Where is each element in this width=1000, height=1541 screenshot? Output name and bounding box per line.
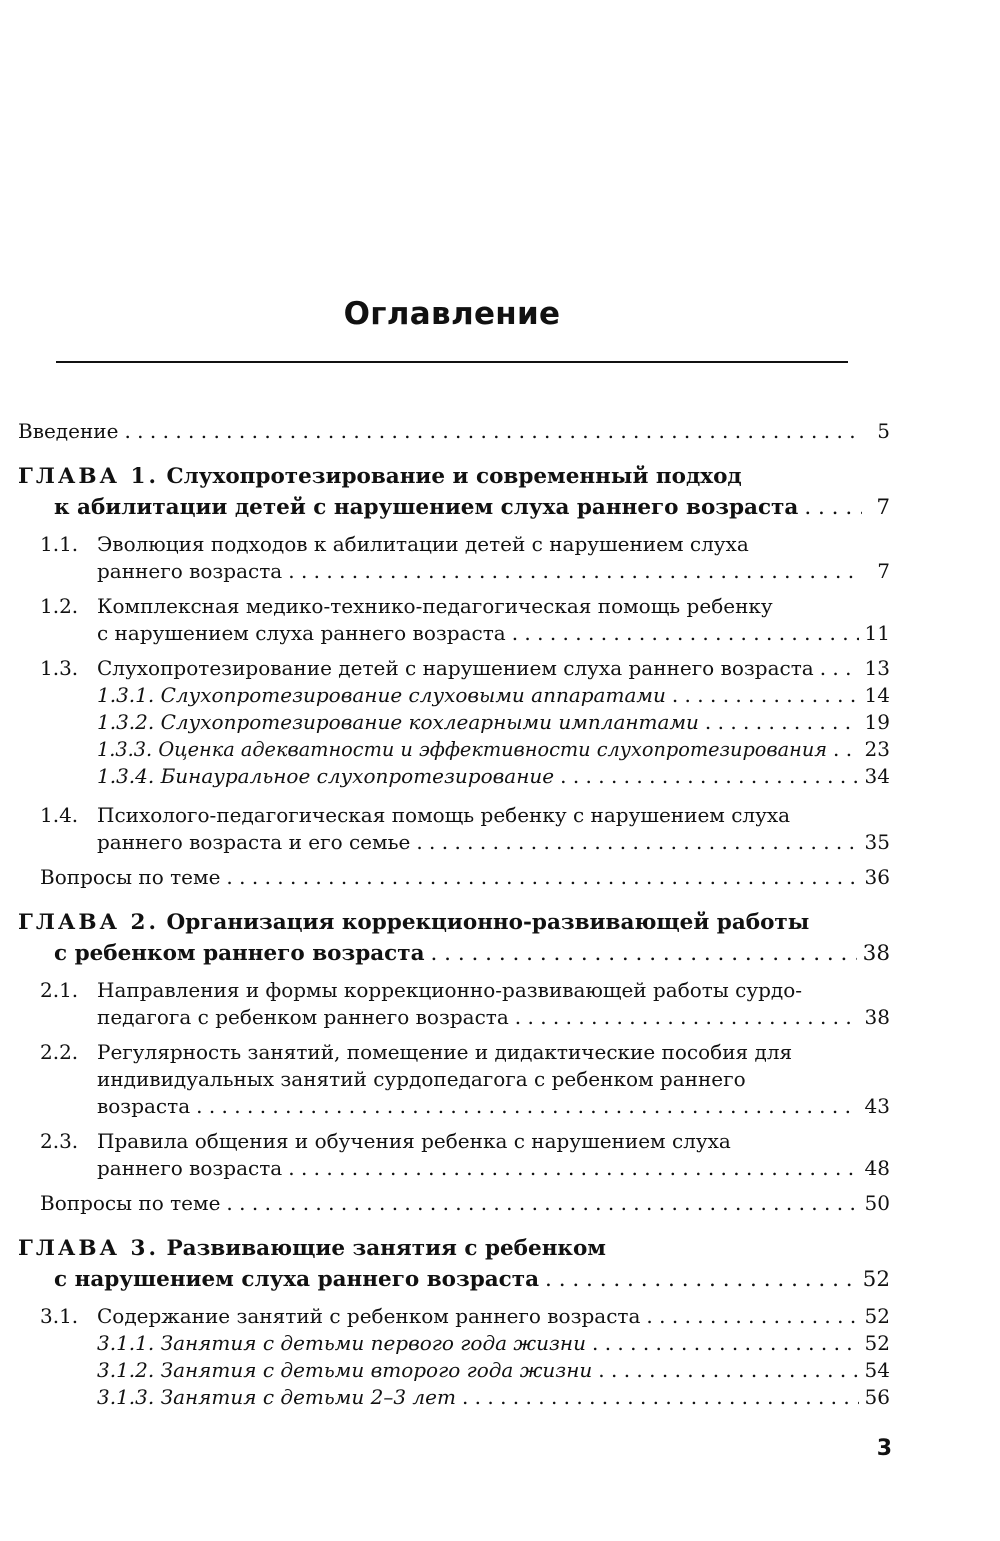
section-title-line1: Комплексная медико-технико-педагогическая помощь ребенку — [97, 594, 773, 618]
page-number: 5 — [877, 419, 890, 443]
toc-subsection-1-3-4[interactable] — [18, 763, 890, 790]
leader-dots — [804, 492, 862, 523]
page-number: 56 — [864, 1385, 890, 1409]
section-number: 2.2. — [40, 1040, 79, 1064]
page-number: 38 — [864, 1005, 890, 1029]
section-title-line1: Психолого-педагогическая помощь ребенку с нарушением слуха — [97, 803, 791, 827]
section-title-line1: Эволюция подходов к абилитации детей с нарушением слуха — [97, 532, 749, 556]
page-number: 11 — [864, 621, 890, 645]
section-title-line2: педагога с ребенком раннего возраста — [97, 1005, 509, 1029]
toc-section-1-4[interactable] — [18, 802, 890, 856]
page-number: 19 — [864, 710, 890, 734]
entry-title: Введение — [18, 419, 119, 443]
page-number: 34 — [864, 764, 890, 788]
toc-subsection-3-1-2[interactable] — [18, 1357, 890, 1384]
section-title-line2: раннего возраста — [97, 559, 283, 583]
page-folio: 3 — [876, 1436, 892, 1461]
entry-title: Вопросы по теме — [40, 865, 221, 889]
toc-subsection-1-3-3[interactable] — [18, 736, 890, 763]
leader-dots — [124, 418, 862, 445]
leader-dots — [545, 1264, 857, 1295]
section-title-line2: индивидуальных занятий сурдопедагога с ребенком раннего — [97, 1067, 746, 1091]
toc-section-1-1[interactable] — [18, 531, 890, 585]
section-number: 3.1. — [40, 1304, 79, 1328]
chapter-label: ГЛАВА 1. — [18, 464, 159, 489]
leader-dots — [515, 1004, 859, 1031]
section-title-line2: раннего возраста и его семье — [97, 830, 411, 854]
subsection-title: 3.1.1. Занятия с детьми первого года жизни — [97, 1331, 586, 1355]
chapter-title-line1: Организация коррекционно-развивающей работы — [166, 910, 810, 935]
leader-dots — [431, 938, 857, 969]
toc-questions-ch1[interactable] — [18, 864, 890, 891]
section-number: 1.3. — [40, 656, 79, 680]
toc-questions-ch2[interactable] — [18, 1190, 890, 1217]
section-title: Слухопротезирование детей с нарушением слуха раннего возраста — [97, 656, 814, 680]
page-number: 23 — [864, 737, 890, 761]
leader-dots — [512, 620, 859, 647]
toc-section-1-3[interactable] — [18, 655, 890, 682]
toc-chapter-3[interactable] — [18, 1233, 890, 1295]
page-number: 52 — [862, 1267, 890, 1292]
section-number: 2.3. — [40, 1129, 79, 1153]
toc-section-2-3[interactable] — [18, 1128, 890, 1182]
chapter-title-line2: с нарушением слуха раннего возраста — [54, 1267, 540, 1292]
table-of-contents — [18, 418, 890, 1411]
toc-section-1-2[interactable] — [18, 593, 890, 647]
subsection-title: 1.3.4. Бинауральное слухопротезирование — [97, 764, 555, 788]
toc-section-3-1[interactable] — [18, 1303, 890, 1330]
section-title-line2: раннего возраста — [97, 1156, 283, 1180]
leader-dots — [226, 864, 858, 891]
chapter-title-line1: Развивающие занятия с ребенком — [166, 1236, 606, 1261]
page-number: 14 — [864, 683, 890, 707]
page-number: 48 — [864, 1156, 890, 1180]
leader-dots — [226, 1190, 858, 1217]
section-title-line3: возраста — [97, 1094, 191, 1118]
toc-subsection-1-3-2[interactable] — [18, 709, 890, 736]
chapter-label: ГЛАВА 3. — [18, 1236, 159, 1261]
leader-dots — [820, 655, 859, 682]
page-number: 52 — [864, 1304, 890, 1328]
page-number: 52 — [864, 1331, 890, 1355]
section-title-line2: с нарушением слуха раннего возраста — [97, 621, 506, 645]
title-rule — [56, 361, 848, 363]
section-title-line1: Направления и формы коррекционно-развивающей работы сурдо- — [97, 978, 803, 1002]
leader-dots — [288, 558, 862, 585]
page-number: 36 — [864, 865, 890, 889]
toc-section-2-1[interactable] — [18, 977, 890, 1031]
leader-dots — [598, 1357, 858, 1384]
subsection-title: 1.3.3. Оценка адекватности и эффективности слухопротезирования — [97, 738, 828, 761]
section-title: Содержание занятий с ребенком раннего возраста — [97, 1304, 641, 1328]
leader-dots — [646, 1303, 858, 1330]
toc-subsection-3-1-1[interactable] — [18, 1330, 890, 1357]
leader-dots — [672, 682, 859, 709]
page-number: 7 — [877, 559, 890, 583]
leader-dots — [416, 829, 858, 856]
entry-title: Вопросы по теме — [40, 1191, 221, 1215]
toc-subsection-3-1-3[interactable] — [18, 1384, 890, 1411]
toc-entry-intro[interactable] — [18, 418, 890, 445]
toc-chapter-1[interactable] — [18, 461, 890, 523]
toc-chapter-2[interactable] — [18, 907, 890, 969]
leader-dots — [462, 1384, 859, 1411]
subsection-title: 1.3.1. Слухопротезирование слуховыми аппаратами — [97, 683, 666, 707]
page-number: 7 — [876, 495, 890, 520]
leader-dots — [705, 709, 859, 736]
leader-dots — [560, 763, 858, 790]
leader-dots — [592, 1330, 859, 1357]
section-title-line1: Правила общения и обучения ребенка с нарушением слуха — [97, 1129, 731, 1153]
subsection-title: 1.3.2. Слухопротезирование кохлеарными имплантами — [97, 710, 699, 734]
section-number: 2.1. — [40, 978, 79, 1002]
leader-dots — [288, 1155, 858, 1182]
section-number: 1.1. — [40, 532, 79, 556]
section-number: 1.4. — [40, 803, 79, 827]
page-number: 35 — [864, 830, 890, 854]
section-number: 1.2. — [40, 594, 79, 618]
leader-dots — [196, 1093, 858, 1120]
page-number: 50 — [864, 1191, 890, 1215]
page-number: 43 — [864, 1094, 890, 1118]
leader-dots — [833, 736, 859, 763]
page-number: 13 — [864, 656, 890, 680]
section-title-line1: Регулярность занятий, помещение и дидактические пособия для — [97, 1040, 793, 1064]
subsection-title: 3.1.3. Занятия с детьми 2–3 лет — [97, 1385, 456, 1409]
chapter-label: ГЛАВА 2. — [18, 910, 159, 935]
toc-section-2-2[interactable] — [18, 1039, 890, 1120]
toc-subsection-1-3-1[interactable] — [18, 682, 890, 709]
chapter-title-line2: с ребенком раннего возраста — [54, 941, 425, 966]
chapter-title-line1: Слухопротезирование и современный подход — [166, 464, 742, 489]
page-title: Оглавление — [343, 296, 561, 332]
page-number: 38 — [862, 941, 890, 966]
chapter-title-line2: к абилитации детей с нарушением слуха раннего возраста — [54, 495, 799, 520]
page-number: 54 — [864, 1358, 890, 1382]
subsection-title: 3.1.2. Занятия с детьми второго года жизни — [97, 1358, 593, 1382]
